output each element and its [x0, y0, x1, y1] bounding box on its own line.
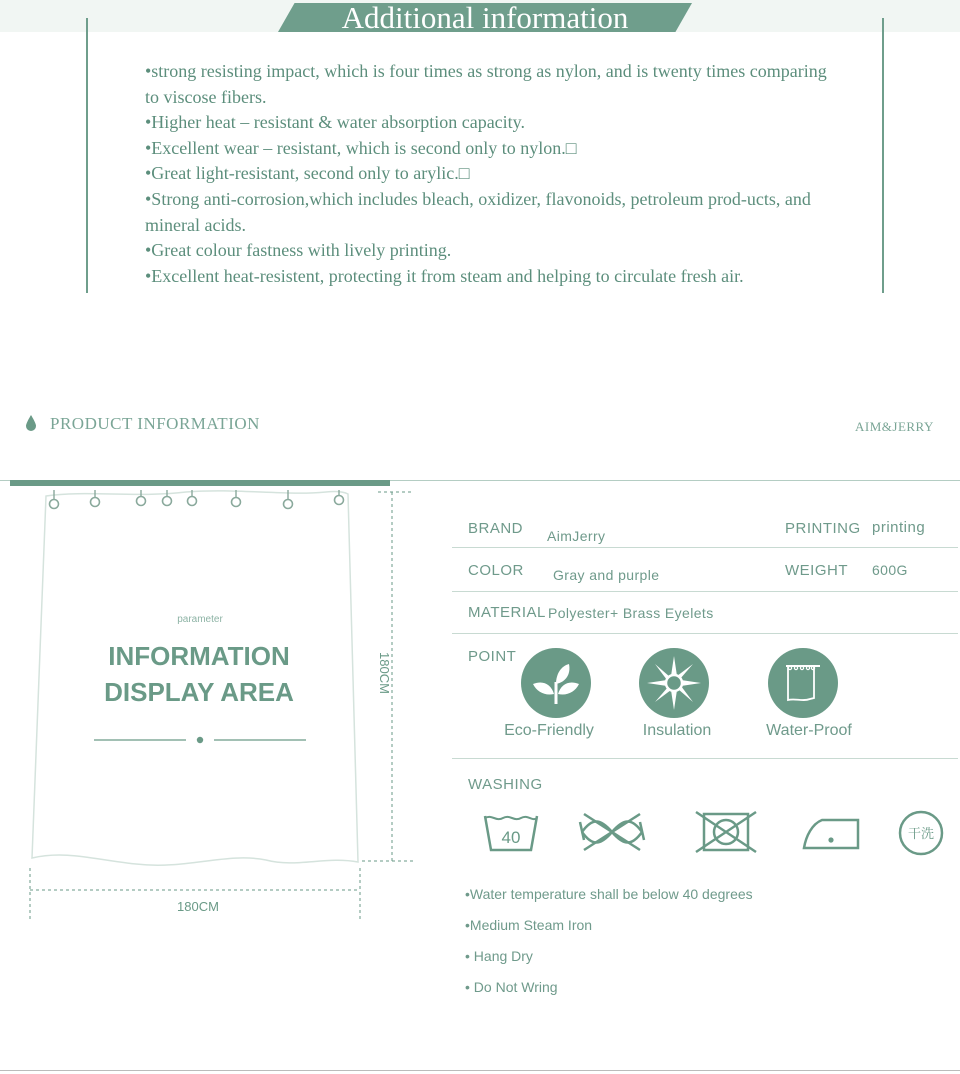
material-value: Polyester+ Brass Eyelets: [548, 605, 714, 621]
curtain-icon: [768, 648, 838, 718]
ornament-divider: [94, 733, 306, 747]
printing-label: PRINTING: [785, 520, 861, 537]
list-item: •Excellent heat-resistent, protecting it from steam and helping to circulate fresh air.: [145, 265, 744, 286]
right-border: [882, 18, 884, 293]
dry-clean-icon: [897, 810, 945, 858]
washing-note: • Do Not Wring: [465, 979, 558, 995]
row-divider: [452, 633, 958, 634]
leaf-icon: [521, 648, 591, 718]
brand-label: BRAND: [468, 520, 524, 537]
water-proof-label: Water-Proof: [766, 722, 852, 739]
washing-note: •Water temperature shall be below 40 degrees: [465, 886, 753, 902]
list-item: •Strong anti-corrosion,which includes bleach, oxidizer, flavonoids, petroleum prod-ucts, and mineral acids.: [145, 188, 811, 235]
wash-40-icon: [482, 810, 540, 854]
insulation-badge: [639, 648, 709, 718]
section-title: Additional information: [341, 0, 629, 35]
bottom-divider: [0, 1070, 960, 1071]
color-value: Gray and purple: [553, 567, 660, 583]
display-area-subtitle: DISPLAY AREA: [104, 677, 294, 707]
list-item: •Higher heat – resistant & water absorption capacity.: [145, 112, 526, 133]
wash-temp-text: 40: [501, 828, 521, 847]
insulation-label: Insulation: [642, 722, 712, 739]
feature-list: [145, 59, 845, 289]
height-dimension: 180CM: [377, 652, 392, 694]
row-divider: [452, 547, 958, 548]
brand-value: AimJerry: [547, 528, 606, 544]
row-divider: [452, 591, 958, 592]
list-item: •Excellent wear – resistant, which is second only to nylon.□: [145, 137, 577, 158]
eco-friendly-label: Eco-Friendly: [504, 722, 594, 739]
eco-friendly-badge: [521, 648, 591, 718]
material-label: MATERIAL: [468, 604, 546, 621]
point-label: POINT: [468, 648, 517, 665]
dry-clean-text: 干洗: [907, 827, 935, 842]
no-tumble-dry-icon: [694, 810, 758, 854]
washing-note: •Medium Steam Iron: [465, 917, 593, 933]
printing-value: printing: [872, 519, 926, 536]
weight-label: WEIGHT: [785, 562, 848, 579]
width-dimension: 180CM: [177, 899, 219, 914]
brand-logo: AIM&JERRY: [855, 419, 934, 434]
weight-value: 600G: [872, 562, 908, 578]
display-area-title: INFORMATION: [108, 641, 290, 671]
washing-label: WASHING: [468, 776, 543, 793]
list-item: •Great light-resistant, second only to arylic.□: [145, 163, 470, 184]
washing-note: • Hang Dry: [465, 948, 533, 964]
no-wring-icon: [578, 810, 646, 854]
drop-icon: [26, 415, 36, 431]
list-item: •Great colour fastness with lively printing.: [145, 240, 452, 261]
row-divider: [452, 758, 958, 759]
iron-medium-icon: [800, 810, 862, 854]
sun-icon: [639, 648, 709, 718]
product-info-title: PRODUCT INFORMATION: [50, 414, 260, 433]
parameter-label: parameter: [177, 614, 223, 625]
water-proof-badge: [768, 648, 838, 718]
list-item: •strong resisting impact, which is four times as strong as nylon, and is twenty times comparing to viscose fibers.: [145, 61, 827, 107]
left-border: [86, 18, 88, 293]
color-label: COLOR: [468, 562, 524, 579]
